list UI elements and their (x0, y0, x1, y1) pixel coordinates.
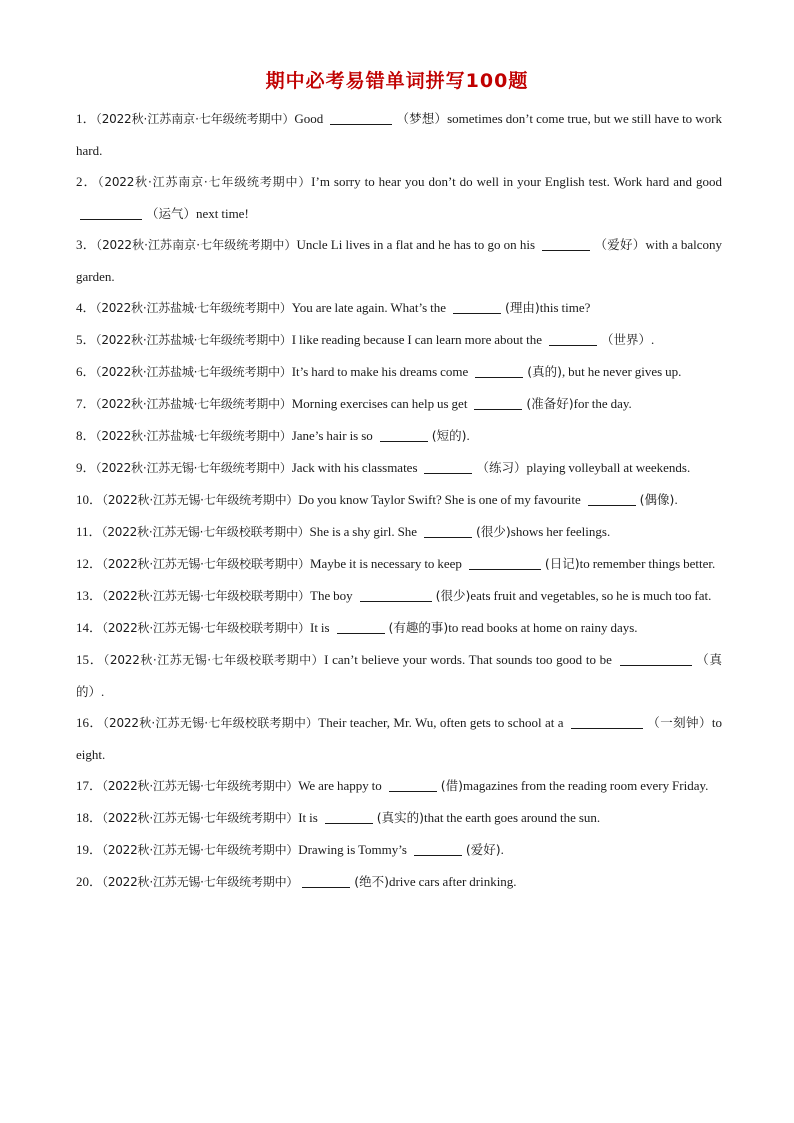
answer-blank[interactable] (474, 396, 522, 410)
answer-blank[interactable] (571, 715, 643, 729)
question-text-before: I can’t believe your words. That sounds too good to be (324, 652, 616, 667)
question-number: 13． (76, 588, 103, 603)
question-number: 7． (76, 396, 96, 411)
question-text-before: Jack with his classmates (291, 460, 421, 475)
question-text-before: Morning exercises can help us get (291, 396, 471, 411)
question-item (76, 484, 722, 516)
question-hint: （一刻钟） (646, 715, 712, 730)
question-text-before: It is (298, 810, 321, 825)
question-number: 9． (76, 460, 96, 475)
question-source: （2022秋·江苏无锡·七年级统考期中） (102, 875, 299, 889)
question-text-after: . (650, 332, 655, 347)
question-number: 11． (76, 524, 102, 539)
question-text-after: magazines from the reading room every Friday. (463, 778, 709, 793)
question-source: （2022秋·江苏无锡·七年级统考期中） (95, 461, 292, 475)
question-source: （2022秋·江苏无锡·七年级校联考期中） (103, 653, 325, 667)
question-source: （2022秋·江苏南京·七年级统考期中） (95, 112, 295, 126)
question-text-before: Maybe it is necessary to keep (310, 556, 465, 571)
question-text-after: to eight. (76, 715, 722, 762)
question-hint: (借) (440, 778, 464, 793)
question-item (76, 612, 722, 644)
question-hint: (爱好) (465, 842, 501, 857)
question-item (76, 707, 722, 770)
question-hint: (短的) (431, 428, 467, 443)
question-hint: (很少) (476, 524, 511, 539)
question-hint: （世界） (600, 332, 651, 347)
question-source: （2022秋·江苏无锡·七年级校联考期中） (102, 557, 310, 571)
question-text-before: I like reading because I can learn more about the (291, 332, 545, 347)
question-hint: (很少) (435, 588, 471, 603)
question-hint: （练习） (476, 460, 527, 475)
question-item (76, 292, 722, 324)
answer-blank[interactable] (414, 842, 462, 856)
question-source: （2022秋·江苏无锡·七年级校联考期中） (102, 716, 319, 730)
question-text-before: The boy (310, 588, 356, 603)
question-hint: (日记) (544, 556, 580, 571)
question-source: （2022秋·江苏无锡·七年级统考期中） (102, 843, 299, 857)
question-item (76, 103, 722, 166)
question-text-after: playing volleyball at weekends. (526, 460, 691, 475)
question-text-after: with a balcony garden. (76, 237, 722, 284)
question-source: （2022秋·江苏无锡·七年级校联考期中） (102, 621, 310, 635)
question-source: （2022秋·江苏盐城·七年级统考期中） (95, 301, 292, 315)
question-number: 19． (76, 842, 103, 857)
question-number: 14． (76, 620, 103, 635)
answer-blank[interactable] (424, 460, 472, 474)
question-number: 8． (76, 428, 96, 443)
question-item (76, 580, 722, 612)
question-number: 3． (76, 237, 97, 252)
question-text-before: It is (310, 620, 333, 635)
question-text-after: for the day. (573, 396, 632, 411)
question-number: 17． (76, 778, 103, 793)
answer-blank[interactable] (80, 206, 142, 220)
answer-blank[interactable] (588, 492, 636, 506)
question-hint: （运气） (146, 206, 197, 221)
question-source: （2022秋·江苏无锡·七年级校联考期中） (102, 589, 310, 603)
question-item (76, 452, 722, 484)
question-text-after: to read books at home on rainy days. (448, 620, 638, 635)
question-text-before: It’s hard to make his dreams come (291, 364, 472, 379)
question-source: （2022秋·江苏盐城·七年级统考期中） (95, 429, 292, 443)
question-source: （2022秋·江苏无锡·七年级校联考期中） (101, 525, 310, 539)
question-text-before: Their teacher, Mr. Wu, often gets to school at a (318, 715, 567, 730)
answer-blank[interactable] (337, 620, 385, 634)
question-text-after: , but he never gives up. (561, 364, 682, 379)
question-hint: (绝不) (354, 874, 389, 889)
question-item (76, 324, 722, 356)
question-item (76, 834, 722, 866)
question-number: 4． (76, 300, 96, 315)
question-number: 1． (76, 111, 96, 126)
question-text-before: We are happy to (298, 778, 385, 793)
question-hint: (理由) (504, 300, 540, 315)
question-source: （2022秋·江苏盐城·七年级统考期中） (95, 365, 292, 379)
question-number: 5． (76, 332, 96, 347)
question-text-after: . (466, 428, 470, 443)
answer-blank[interactable] (475, 364, 523, 378)
answer-blank[interactable] (380, 428, 428, 442)
question-number: 6． (76, 364, 96, 379)
question-item (76, 866, 722, 898)
question-number: 15． (76, 652, 104, 667)
question-hint: （真的） (76, 652, 722, 699)
question-text-after: . (500, 842, 504, 857)
question-text-before: I’m sorry to hear you don’t do well in your English test. Work hard and good (311, 174, 722, 189)
question-text-after: that the earth goes around the sun. (423, 810, 601, 825)
question-hint: （梦想） (396, 111, 448, 126)
question-item (76, 356, 722, 388)
question-hint: (准备好) (526, 396, 574, 411)
question-number: 18． (76, 810, 103, 825)
question-item (76, 516, 722, 548)
question-item (76, 548, 722, 580)
question-text-before: You are late again. What’s the (291, 300, 449, 315)
question-source: （2022秋·江苏无锡·七年级统考期中） (102, 779, 299, 793)
question-source: （2022秋·江苏南京·七年级统考期中） (97, 175, 312, 189)
question-text-after: next time! (196, 206, 249, 221)
question-text-after: . (101, 684, 105, 699)
question-item (76, 802, 722, 834)
answer-blank[interactable] (330, 111, 392, 125)
question-item (76, 644, 722, 707)
question-number: 12． (76, 556, 103, 571)
question-text-after: this time? (539, 300, 591, 315)
question-number: 20． (76, 874, 103, 889)
answer-blank[interactable] (453, 300, 501, 314)
question-number: 16． (76, 715, 103, 730)
question-number: 2． (76, 174, 98, 189)
question-source: （2022秋·江苏盐城·七年级统考期中） (95, 333, 292, 347)
answer-blank[interactable] (302, 874, 350, 888)
question-text-after: shows her feelings. (510, 524, 611, 539)
question-text-before: Drawing is Tommy’s (298, 842, 410, 857)
question-item (76, 229, 722, 292)
page-title: 期中必考易错单词拼写100题 (265, 70, 529, 92)
question-item (76, 420, 722, 452)
question-hint: (真实的) (376, 810, 424, 825)
question-text-after: drive cars after drinking. (388, 874, 517, 889)
answer-blank[interactable] (549, 332, 597, 346)
question-text-before: Uncle Li lives in a flat and he has to go on his (296, 237, 539, 252)
question-text-before: Do you know Taylor Swift? She is one of my favourite (298, 492, 584, 507)
question-item (76, 770, 722, 802)
answer-blank[interactable] (620, 652, 692, 666)
question-text-after: . (674, 492, 678, 507)
question-text-after: to remember things better. (579, 556, 716, 571)
question-hint: (真的) (527, 364, 562, 379)
question-text-after: sometimes don’t come true, but we still have to work hard. (76, 111, 722, 158)
question-source: （2022秋·江苏南京·七年级统考期中） (96, 238, 297, 252)
answer-blank[interactable] (325, 810, 373, 824)
answer-blank[interactable] (360, 588, 432, 602)
question-text-after: eats fruit and vegetables, so he is much too fat. (470, 588, 712, 603)
question-source: （2022秋·江苏无锡·七年级统考期中） (102, 811, 299, 825)
answer-blank[interactable] (469, 556, 541, 570)
question-source: （2022秋·江苏无锡·七年级统考期中） (102, 493, 299, 507)
question-text-before: Good (294, 111, 327, 126)
question-item (76, 388, 722, 420)
answer-blank[interactable] (542, 237, 590, 251)
question-text-before: Jane’s hair is so (291, 428, 376, 443)
question-list (76, 103, 722, 898)
answer-blank[interactable] (389, 778, 437, 792)
question-source: （2022秋·江苏盐城·七年级统考期中） (95, 397, 292, 411)
answer-blank[interactable] (424, 524, 472, 538)
question-hint: （爱好） (594, 237, 646, 252)
question-number: 10． (76, 492, 103, 507)
question-text-before: She is a shy girl. She (309, 524, 421, 539)
question-hint: (有趣的事) (388, 620, 449, 635)
question-hint: (偶像) (639, 492, 675, 507)
question-item (76, 166, 722, 229)
